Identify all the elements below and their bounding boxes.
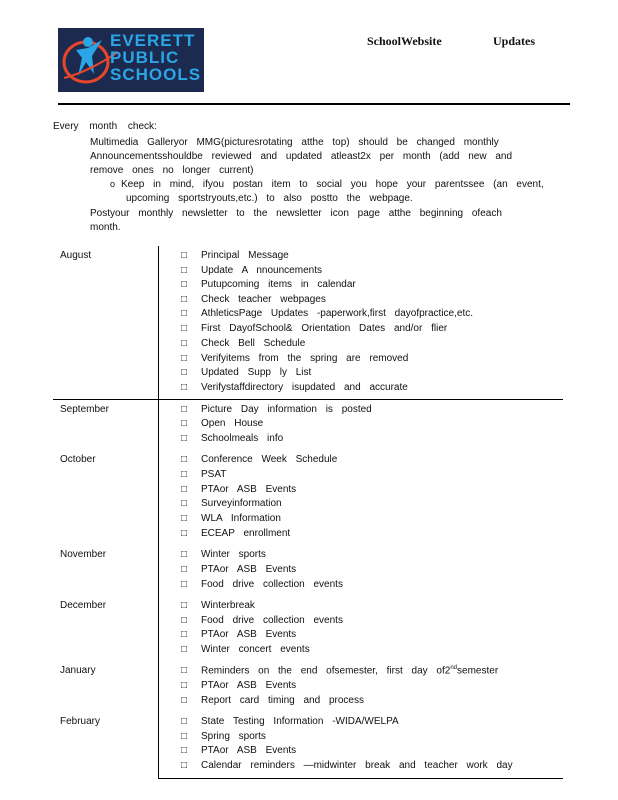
checkbox-icon: □ bbox=[181, 680, 188, 691]
checkbox-icon: □ bbox=[181, 695, 188, 706]
intro-item-4-line-1: Postyour monthly newsletter to the newsletter icon page atthe beginning ofeach bbox=[90, 208, 502, 219]
checkbox-icon: □ bbox=[181, 323, 188, 334]
checkbox-icon: □ bbox=[181, 528, 188, 539]
logo-line-3: SCHOOLS bbox=[110, 65, 202, 84]
checkbox-icon: □ bbox=[181, 484, 188, 495]
list-item: □ State Testing Information -WIDA/WELPA bbox=[181, 716, 399, 727]
table-divider-vertical bbox=[158, 246, 159, 778]
checkbox-icon: □ bbox=[181, 469, 188, 480]
intro-item-2-line-1: Announcementsshouldbe reviewed and updated atleast2x per month (add new and bbox=[90, 151, 513, 162]
list-item: □ Verifystaffdirectory isupdated and accurate bbox=[181, 382, 408, 393]
checkbox-icon: □ bbox=[181, 250, 188, 261]
checkbox-icon: □ bbox=[181, 731, 188, 742]
checkbox-icon: □ bbox=[181, 279, 188, 290]
header-rule bbox=[58, 103, 570, 105]
checkbox-icon: □ bbox=[181, 353, 188, 364]
checkbox-icon: □ bbox=[181, 498, 188, 509]
checkbox-icon: □ bbox=[181, 629, 188, 640]
month-november: November bbox=[60, 549, 107, 560]
list-item: □ Schoolmeals info bbox=[181, 433, 284, 444]
list-item: □ Winterbreak bbox=[181, 600, 255, 611]
intro-item-1-line-1: Multimedia Galleryor MMG(picturesrotating atthe top) should be changed monthly bbox=[90, 137, 499, 148]
title-school-website: SchoolWebsite bbox=[367, 34, 442, 48]
logo-line-2: PUBLIC bbox=[110, 48, 180, 67]
month-september: September bbox=[60, 404, 109, 415]
list-item: □ PTAor ASB Events bbox=[181, 484, 297, 495]
checkbox-icon: □ bbox=[181, 564, 188, 575]
intro-item-2-line-2: remove ones no longer current) bbox=[90, 165, 254, 176]
superscript-nd: nd bbox=[450, 665, 458, 671]
list-item: □ Verifyitems from the spring are removed bbox=[181, 353, 409, 364]
checkbox-icon: □ bbox=[181, 265, 188, 276]
bullet-circle: o bbox=[110, 179, 116, 189]
checkbox-icon: □ bbox=[181, 615, 188, 626]
checkbox-icon: □ bbox=[181, 418, 188, 429]
list-item: □ Principal Message bbox=[181, 250, 289, 261]
list-item: □ Check Bell Schedule bbox=[181, 338, 306, 349]
intro-item-3-line-1: Keep in mind, ifyou postan item to social you hope your parentssee (an event, bbox=[121, 179, 544, 190]
checkbox-icon: □ bbox=[181, 665, 188, 677]
list-item: □ Spring sports bbox=[181, 731, 266, 742]
list-item: □ Check teacher webpages bbox=[181, 294, 326, 305]
title-updates: Updates bbox=[493, 34, 536, 48]
list-item: □ Putupcoming items in calendar bbox=[181, 279, 356, 290]
list-item: □ Picture Day information is posted bbox=[181, 404, 372, 415]
month-february: February bbox=[60, 716, 101, 727]
list-item: □ Update A nnouncements bbox=[181, 265, 322, 276]
list-item: □ Surveyinformation bbox=[181, 498, 282, 509]
list-item: □ ECEAP enrollment bbox=[181, 528, 291, 539]
checkbox-icon: □ bbox=[181, 308, 188, 319]
checkbox-icon: □ bbox=[181, 454, 188, 465]
table-divider-bottom bbox=[158, 778, 563, 779]
month-december: December bbox=[60, 600, 107, 611]
checkbox-icon: □ bbox=[181, 513, 188, 524]
checkbox-icon: □ bbox=[181, 549, 188, 560]
list-item: □ Winter concert events bbox=[181, 644, 310, 655]
checkbox-icon: □ bbox=[181, 404, 188, 415]
list-item: □ Reminders on the end ofsemester, first day of2ndsemester bbox=[181, 665, 499, 677]
checkbox-icon: □ bbox=[181, 716, 188, 727]
list-item: □ AthleticsPage Updates -paperwork,first dayofpractice,etc. bbox=[181, 308, 474, 319]
list-item: □ WLA Information bbox=[181, 513, 281, 524]
checkbox-icon: □ bbox=[181, 745, 188, 756]
list-item: □ Calendar reminders —midwinter break and teacher work day bbox=[181, 760, 513, 771]
checkbox-icon: □ bbox=[181, 294, 188, 305]
logo-line-1: EVERETT bbox=[110, 31, 196, 50]
list-item: □ Winter sports bbox=[181, 549, 266, 560]
intro-item-4-line-2: month. bbox=[90, 222, 121, 233]
list-item: □ Food drive collection events bbox=[181, 615, 343, 626]
checkbox-icon: □ bbox=[181, 382, 188, 393]
school-logo bbox=[58, 28, 204, 92]
intro-heading: Every month check: bbox=[53, 121, 157, 132]
intro-item-3-line-2: upcoming sportstryouts,etc.) to also postto the webpage. bbox=[126, 193, 413, 204]
list-item: □ PTAor ASB Events bbox=[181, 564, 297, 575]
list-item: □ Food drive collection events bbox=[181, 579, 343, 590]
list-item: □ PTAor ASB Events bbox=[181, 629, 297, 640]
list-item: □ PSAT bbox=[181, 469, 227, 480]
month-october: October bbox=[60, 454, 96, 465]
list-item: □ Conference Week Schedule bbox=[181, 454, 338, 465]
checkbox-icon: □ bbox=[181, 644, 188, 655]
checkbox-icon: □ bbox=[181, 338, 188, 349]
list-item: □ First DayofSchool& Orientation Dates and/or flier bbox=[181, 323, 448, 334]
list-item: □ PTAor ASB Events bbox=[181, 745, 297, 756]
list-item: □ Updated Supp ly List bbox=[181, 367, 312, 378]
checkbox-icon: □ bbox=[181, 760, 188, 771]
checkbox-icon: □ bbox=[181, 600, 188, 611]
list-item: □ Report card timing and process bbox=[181, 695, 364, 706]
table-divider-august bbox=[53, 399, 563, 400]
list-item: □ Open House bbox=[181, 418, 264, 429]
month-january: January bbox=[60, 665, 96, 676]
month-august: August bbox=[60, 250, 92, 261]
list-item: □ PTAor ASB Events bbox=[181, 680, 297, 691]
checkbox-icon: □ bbox=[181, 367, 188, 378]
checkbox-icon: □ bbox=[181, 433, 188, 444]
checkbox-icon: □ bbox=[181, 579, 188, 590]
